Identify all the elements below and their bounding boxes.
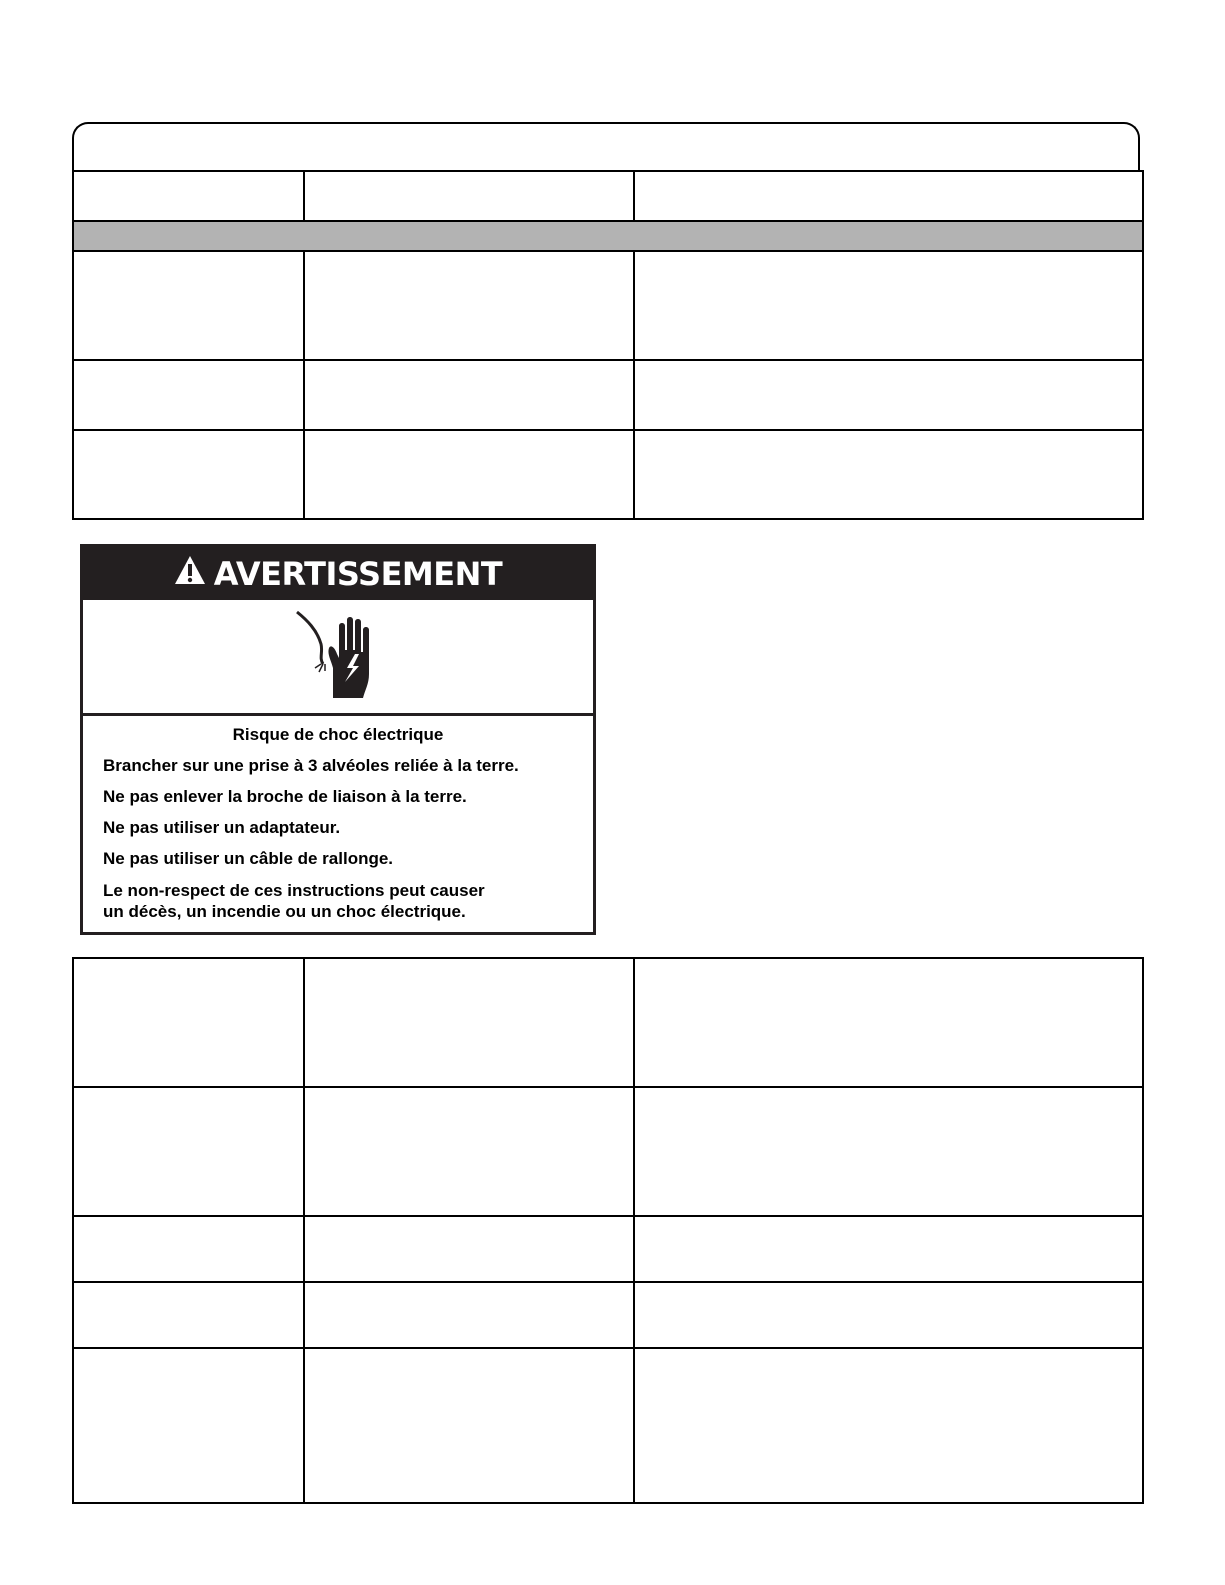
table-row	[73, 1348, 1143, 1503]
table-cell	[73, 430, 304, 519]
warning-consequence-line-2: un décès, un incendie ou un choc électrique.	[103, 902, 466, 921]
table-cell	[73, 1087, 304, 1216]
electric-shock-warning-box	[80, 544, 596, 935]
table-cell	[73, 171, 304, 221]
table-row	[73, 1282, 1143, 1348]
table-row	[73, 1216, 1143, 1282]
table-row	[73, 430, 1143, 519]
table-cell	[73, 360, 304, 430]
table-cell	[73, 958, 304, 1087]
table-row	[73, 251, 1143, 360]
table-cell	[304, 430, 634, 519]
table-row	[73, 1087, 1143, 1216]
warning-line: Ne pas utiliser un câble de rallonge.	[103, 849, 394, 868]
warning-consequence-line-1: Le non-respect de ces instructions peut causer	[103, 881, 485, 900]
table-cell	[304, 1282, 634, 1348]
table-cell	[304, 171, 634, 221]
table-cell	[634, 1087, 1143, 1216]
table-cell	[634, 1216, 1143, 1282]
table-cell	[73, 1348, 304, 1503]
warning-body	[83, 716, 593, 922]
table-cell	[634, 251, 1143, 360]
table-cell	[304, 360, 634, 430]
warning-line: Brancher sur une prise à 3 alvéoles reliée à la terre.	[103, 756, 519, 775]
table-tab-header	[72, 122, 1140, 172]
troubleshooting-table-top	[72, 170, 1144, 520]
table-cell	[634, 171, 1143, 221]
table-cell	[304, 251, 634, 360]
warning-line: Ne pas enlever la broche de liaison à la terre.	[103, 787, 467, 806]
electric-shock-hand-icon	[293, 608, 383, 705]
troubleshooting-table-bottom	[72, 957, 1144, 1504]
table-cell	[634, 1282, 1143, 1348]
table-cell	[634, 1348, 1143, 1503]
table-header-row	[73, 171, 1143, 221]
table-cell	[304, 1216, 634, 1282]
table-cell	[73, 251, 304, 360]
table-cell	[304, 958, 634, 1087]
table-row	[73, 958, 1143, 1087]
table-row	[73, 360, 1143, 430]
table-cell	[73, 1216, 304, 1282]
warning-consequence	[103, 880, 593, 922]
table-cell	[304, 1087, 634, 1216]
warning-header	[83, 547, 593, 600]
warning-heading: AVERTISSEMENT	[213, 554, 503, 593]
warning-triangle-icon	[174, 555, 206, 593]
table-cell	[634, 360, 1143, 430]
table-cell	[634, 958, 1143, 1087]
table-cell	[304, 1348, 634, 1503]
warning-pictogram-area	[83, 600, 593, 716]
table-cell	[634, 430, 1143, 519]
warning-line: Ne pas utiliser un adaptateur.	[103, 818, 341, 837]
table-section-cell	[73, 221, 1143, 251]
table-cell	[73, 1282, 304, 1348]
warning-title: Risque de choc électrique	[232, 725, 444, 744]
table-section-row	[73, 221, 1143, 251]
